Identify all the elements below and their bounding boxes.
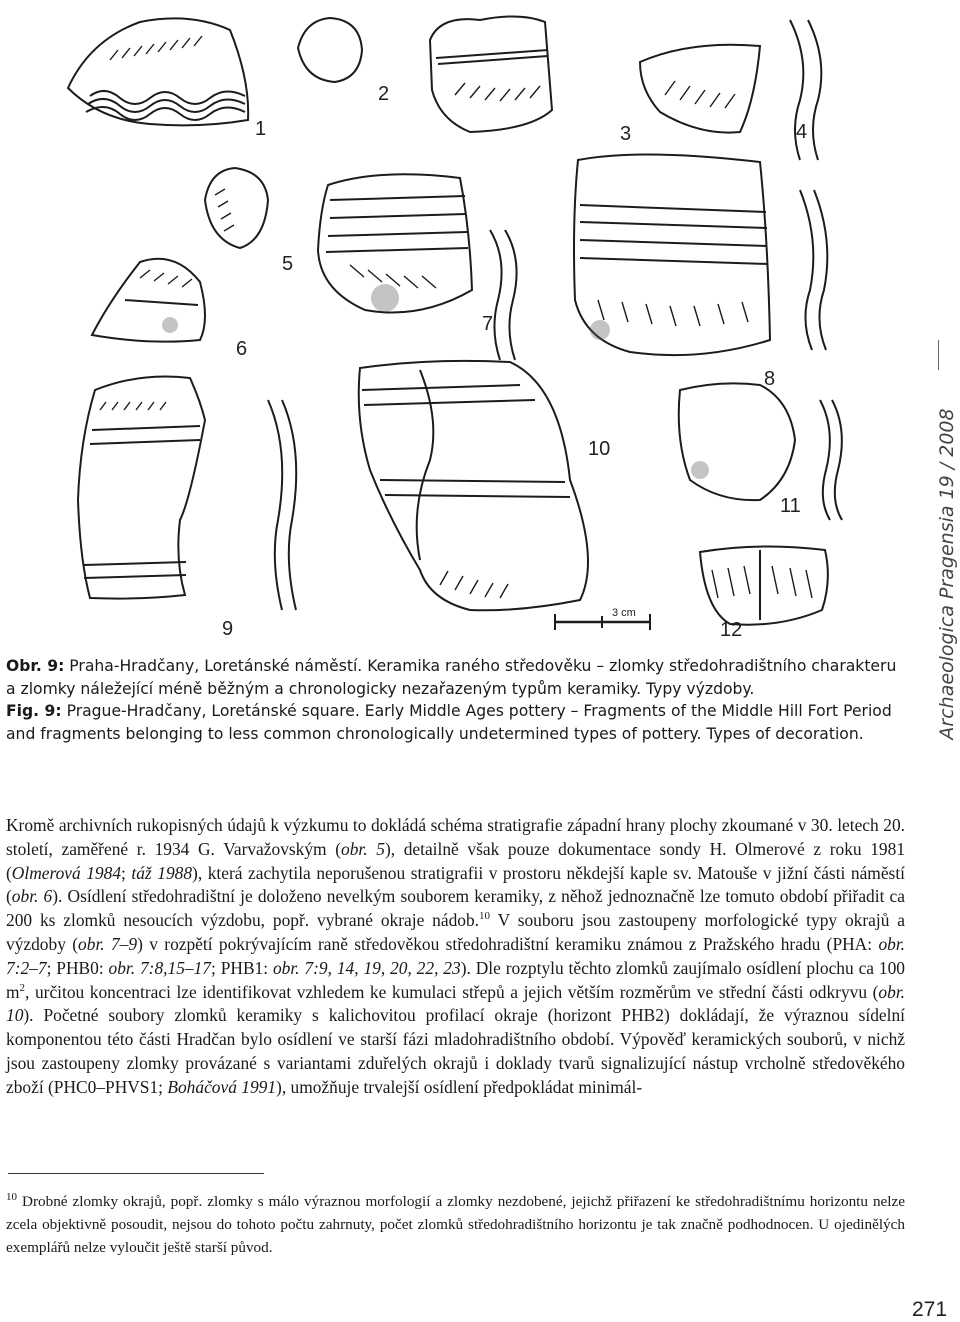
figure-label-7: 7 — [482, 313, 494, 335]
figure-ref: obr. 5 — [341, 838, 385, 859]
citation: Boháčová 1991 — [167, 1076, 277, 1097]
footnote-ref: 10 — [479, 910, 491, 923]
figure-label-3: 3 — [620, 123, 632, 145]
caption-text-en: Prague-Hradčany, Loretánské square. Early Middle Ages pottery – Fragments of the Middle Hill Fort Period and fragments belonging to less common chronologically undetermined types of pottery. Types of decoration. — [6, 702, 892, 743]
figure-label-1: 1 — [255, 118, 267, 140]
sherd-4 — [640, 45, 760, 133]
body-text-1: Kromě archivních rukopisných údajů k výzkumu to dokládá schéma stratigrafie západní hrany plochy zkoumané v 30. letech 20. století, zaměřené r. 1934 G. Varvažovským ( — [6, 815, 905, 859]
figure-ref: obr. 7–9 — [78, 933, 138, 954]
page-number: 271 — [912, 1298, 948, 1321]
sherd-3 — [430, 16, 552, 132]
body-text-9: ; PHB1: — [211, 957, 273, 978]
figure-ref: obr. 10 — [6, 981, 905, 1026]
figure-caption-czech — [6, 655, 906, 700]
pottery-plate — [0, 0, 910, 650]
figure-ref: obr. 6 — [11, 886, 53, 907]
footnote-divider — [8, 1173, 264, 1174]
figure-ref: obr. 7:8,15–17 — [108, 957, 211, 978]
pottery-drawings — [0, 0, 910, 650]
footnote — [6, 1190, 905, 1260]
citation: táž 1988 — [131, 862, 193, 883]
body-text-8: ; PHB0: — [46, 957, 109, 978]
figure-label-9: 9 — [222, 618, 234, 640]
scale-label: 3 cm — [612, 607, 636, 619]
body-paragraph — [6, 814, 905, 1100]
figure-label-2: 2 — [378, 83, 390, 105]
running-head-rule — [938, 340, 939, 370]
body-text-6: V souboru jsou zastoupeny morfologické typy okrajů a výzdoby ( — [6, 910, 905, 954]
figure-label-12: 12 — [720, 619, 743, 641]
journal-title: Archaeologica Pragensia 19 / 2008 — [936, 408, 958, 740]
figure-label-8: 8 — [764, 368, 776, 390]
caption-text-cz: Praha-Hradčany, Loretánské náměstí. Keramika raného středověku – zlomky středohradištního charakteru a zlomky náležející méně běžným a chronologicky nezařazeným typům keramiky. Typy výzdoby. — [6, 657, 897, 698]
body-text-12: ). Početné soubory zlomků keramiky s kalichovitou profilací okraje (horizont PHB2) dokládají, že výraznou sídelní komponentou této části Hradčan bylo osídlení ve starší fázi mladohradištního období. Výpověď keramických souborů, v nichž jsou zastoupeny zlomky provázané s variantami zduřelých okrajů i doklady tvarů signalizující nástup vrcholně středověkého zboží (PHC0–PHVS1; — [6, 1005, 905, 1097]
profile-11 — [820, 400, 830, 520]
sherd-10 — [359, 361, 588, 610]
figure-ref: obr. 7:9, 14, 19, 20, 22, 23 — [272, 957, 461, 978]
figure-label-6: 6 — [236, 338, 248, 360]
running-head — [928, 374, 960, 774]
figure-label-5: 5 — [282, 253, 294, 275]
body-text-5: ). Osídlení středohradištní je doloženo nevelkým souborem keramiky, z něhož jednoznačně lze tomuto období přiřadit ca 200 ks zlomků nesoucích výzdobu, popř. vybrané okraje nádob. — [6, 886, 905, 931]
figure-caption-english — [6, 700, 906, 745]
sherd-2 — [298, 18, 362, 82]
profile-7 — [490, 230, 502, 360]
body-text-11: , určitou koncentraci lze identifikovat vzhledem ke kumulaci střepů a jejich větším rozměrům ve střední části odkryvu ( — [25, 981, 879, 1002]
footnote-number: 10 — [6, 1190, 17, 1203]
profile-8 — [800, 190, 813, 350]
figure-label-11: 11 — [780, 495, 801, 517]
footnote-text: Drobné zlomky okrajů, popř. zlomky s málo výraznou morfologií a zlomky nezdobené, jejichž přiřazení ke středohradištnímu horizontu nelze zcela objektivně posoudit, nejsou do tohoto počtu zahrnuty, počet zlomků středohradištního horizontu je tak značně podhodnocen. U ojedinělých exemplářů nelze vyloučit ještě starší původ. — [6, 1193, 905, 1257]
caption-label-cz: Obr. 9: — [6, 657, 65, 675]
body-text-2: ), detailně však pouze dokumentace sondy H. Olmerové z roku 1981 ( — [6, 838, 906, 883]
body-text-7: ) v rozpětí pokrývajícím raně středověkou středohradištní keramiku známou z Pražského hradu (PHA: — [137, 933, 879, 954]
figure-ref: obr. 7:2–7 — [6, 933, 906, 978]
figure-label-10: 10 — [588, 438, 611, 460]
superscript: 2 — [19, 981, 26, 994]
body-text-4: ), která zachytila neporušenou stratigrafii v prostoru někdejší kaple sv. Matouše v jižní části náměstí ( — [6, 862, 905, 907]
body-text-13: ), umožňuje trvalejší osídlení předpokládat minimál- — [276, 1076, 643, 1097]
caption-label-en: Fig. 9: — [6, 702, 62, 720]
sherd-5 — [205, 168, 268, 248]
citation: Olmerová 1984 — [11, 862, 122, 883]
profile-9 — [268, 400, 282, 610]
body-text-3: ; — [121, 862, 132, 883]
sherd-11 — [679, 383, 795, 500]
body-text-10: ). Dle rozptylu těchto zlomků zaujímalo osídlení plochu ca 100 m — [6, 957, 905, 1002]
figure-label-4: 4 — [796, 121, 808, 143]
